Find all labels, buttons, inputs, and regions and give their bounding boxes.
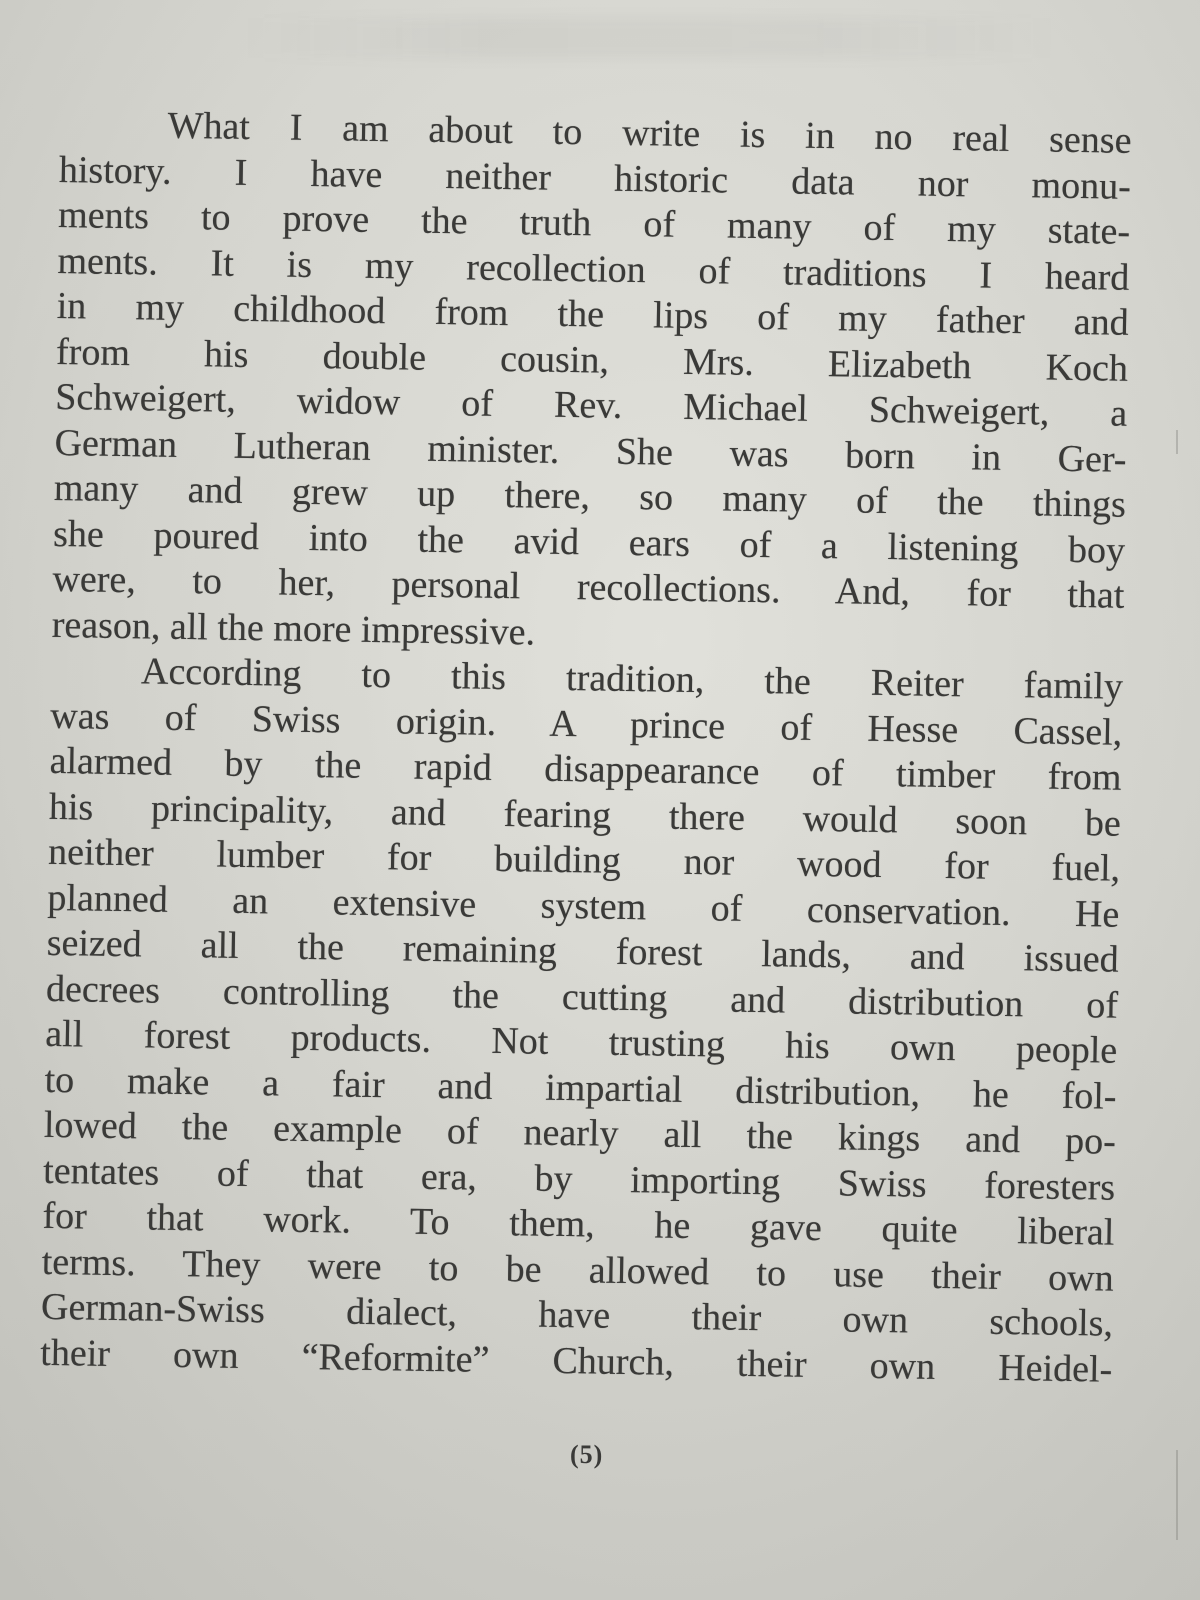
paragraph-1-line-7: Schweigert, widow of Rev. Michael Schweigert, a [55, 375, 1128, 435]
paragraph-2-line-10: to make a fair and impartial distribution, he fol- [44, 1058, 1117, 1118]
paragraph-1-line-2: history. I have neither historic data nor monu- [58, 148, 1132, 208]
paragraph-1-line-5: in my childhood from the lips of my father and [56, 284, 1129, 344]
paragraph-1-line-10: she poured into the avid ears of a listening boy [52, 512, 1126, 572]
paragraph-2-line-2: was of Swiss origin. A prince of Hesse Cassel, [50, 694, 1123, 754]
page-number: (5) [570, 1440, 604, 1469]
paragraph-1-line-3: ments to prove the truth of many of my state- [57, 193, 1131, 253]
paragraph-2-line-9: all forest products. Not trusting his own people [45, 1012, 1118, 1072]
paragraph-2-line-16: their own “Reformite” Church, their own Heidel- [40, 1331, 1113, 1391]
paragraph-2-line-11: lowed the example of nearly all the kings and po- [43, 1103, 1117, 1163]
edge-crease [1176, 1450, 1178, 1540]
paragraph-1-line-8: German Lutheran minister. She was born in Ger- [54, 421, 1127, 481]
paragraph-2-line-15: German-Swiss dialect, have their own schools, [40, 1285, 1114, 1345]
show-through-shadow [240, 18, 1060, 58]
paragraph-1-line-11: were, to her, personal recollections. And, for that [52, 557, 1125, 617]
paragraph-2-line-12: tentates of that era, by importing Swiss foresters [42, 1149, 1116, 1209]
paragraph-1-line-4: ments. It is my recollection of traditions I heard [57, 239, 1130, 299]
paragraph-1-line-9: many and grew up there, so many of the things [53, 466, 1127, 526]
paragraph-2-line-8: decrees controlling the cutting and distribution of [45, 967, 1119, 1027]
paragraph-2-line-6: planned an extensive system of conservation. He [47, 876, 1120, 936]
paragraph-2-line-1: According to this tradition, the Reiter family [140, 650, 1124, 708]
paragraph-1-line-1: What I am about to write is in no real sense [167, 104, 1132, 162]
paragraph-1-line-6: from his double cousin, Mrs. Elizabeth Koch [55, 330, 1129, 390]
paragraph-2-line-7: seized all the remaining forest lands, and issued [46, 921, 1119, 981]
paragraph-2-line-14: terms. They were to be allowed to use their own [41, 1240, 1114, 1300]
paragraph-2-line-4: his principality, and fearing there would soon be [48, 785, 1122, 845]
edge-speck [1176, 430, 1178, 454]
body-text [40, 102, 1132, 1393]
paragraph-2-line-5: neither lumber for building nor wood for fuel, [47, 830, 1121, 890]
paragraph-2-line-13: for that work. To them, he gave quite liberal [42, 1194, 1115, 1254]
paragraph-1-line-12: reason, all the more impressive. [51, 603, 536, 654]
paragraph-2-line-3: alarmed by the rapid disappearance of timber from [49, 739, 1122, 799]
